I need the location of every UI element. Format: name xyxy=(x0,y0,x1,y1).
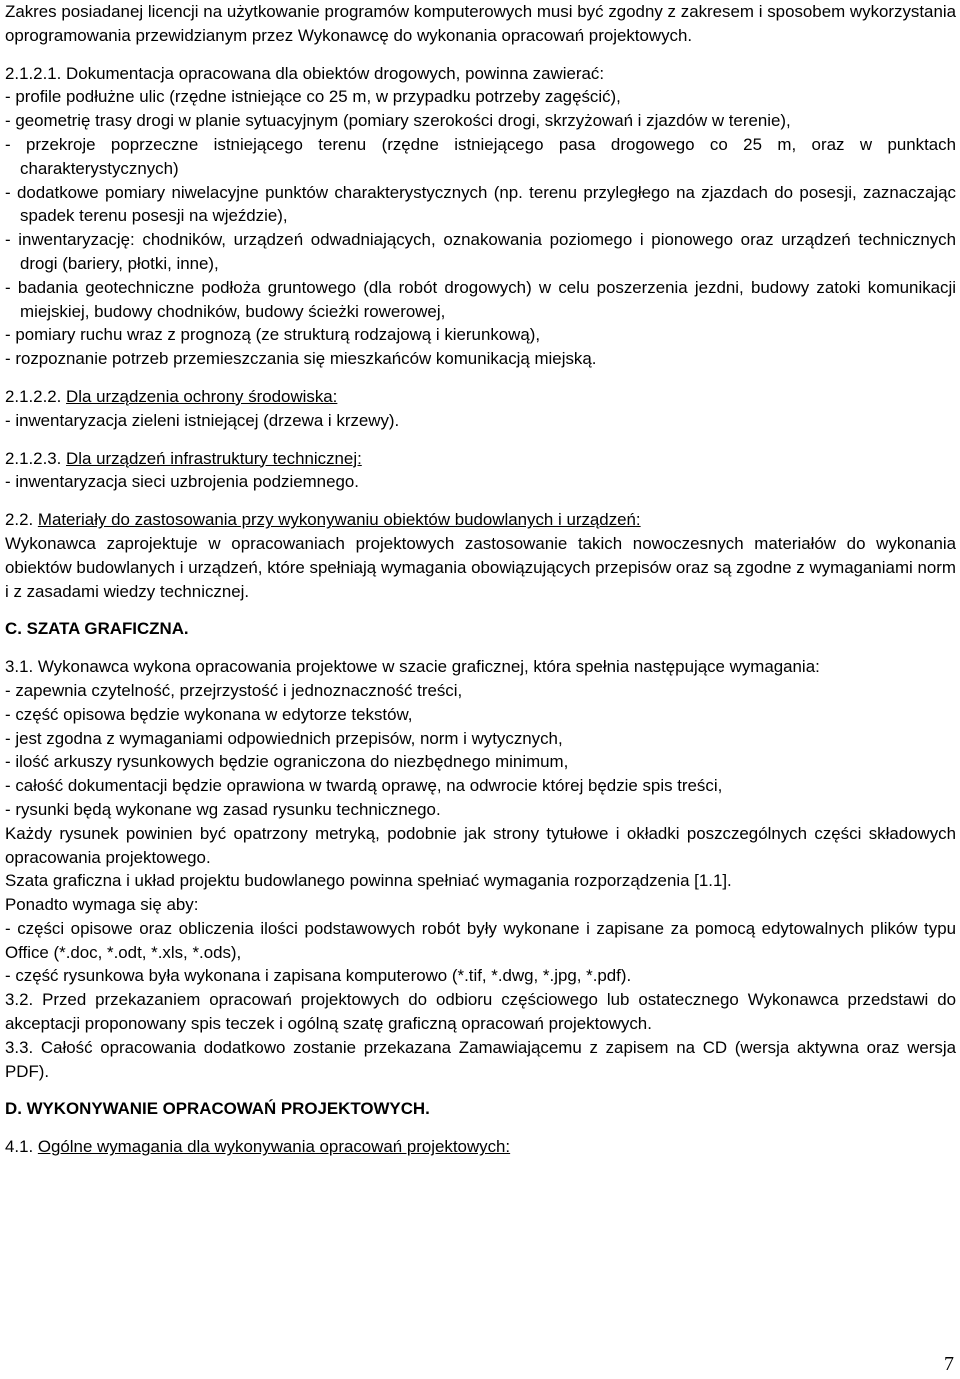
section-2-1-2-3-heading xyxy=(5,447,956,471)
section-number: 2.1.2.3. xyxy=(5,448,67,468)
list-item: - rozpoznanie potrzeb przemieszczania się mieszkańców komunikacją miejską. xyxy=(5,349,597,369)
paragraph: Każdy rysunek powinien być opatrzony metryką, podobnie jak strony tytułowe i okładki poszczególnych części składowych opracowania projektowego. xyxy=(5,823,956,867)
list-item: - jest zgodna z wymaganiami odpowiednich przepisów, norm i wytycznych, xyxy=(5,728,563,748)
section-2-2-heading xyxy=(5,508,956,532)
section-2-1-2-1-lead: 2.1.2.1. Dokumentacja opracowana dla obiektów drogowych, powinna zawierać: xyxy=(5,63,605,83)
section-title: Dla urządzenia ochrony środowiska: xyxy=(66,386,338,406)
intro-paragraph: Zakres posiadanej licencji na użytkowanie programów komputerowych musi być zgodny z zakresem i sposobem wykorzystania oprogramowania przewidzianym przez Wykonawcę do wykonania opracowań projektowych. xyxy=(5,2,956,45)
list-item: - geometrię trasy drogi w planie sytuacyjnym (pomiary szerokości drogi, skrzyżowań i zjazdów w terenie), xyxy=(5,111,791,131)
list-item: - inwentaryzacja zieleni istniejącej (drzewa i krzewy). xyxy=(5,410,400,430)
list-item: - rysunki będą wykonane wg zasad rysunku technicznego. xyxy=(5,799,441,819)
list-item: - części opisowe oraz obliczenia ilości podstawowych robót były wykonane i zapisane za pomocą edytowalnych plików typu Office (*.doc, *.odt, *.xls, *.ods), xyxy=(5,918,956,962)
section-3-3: 3.3. Całość opracowania dodatkowo zostanie przekazana Zamawiającemu z zapisem na CD (wersja aktywna oraz wersja PDF). xyxy=(5,1037,956,1081)
page-number: 7 xyxy=(944,1353,954,1375)
list-item: - badania geotechniczne podłoża gruntowego (dla robót drogowych) w celu poszerzenia jezdni, budowy zatoki komunikacji miejskiej, budowy chodników, budowy ścieżki rowerowej, xyxy=(5,277,956,321)
heading-c: C. SZATA GRAFICZNA. xyxy=(5,619,189,639)
section-3-1-lead: 3.1. Wykonawca wykona opracowania projektowe w szacie graficznej, która spełnia następujące wymagania: xyxy=(5,657,820,677)
section-2-1-2-2-heading xyxy=(5,385,956,409)
list-item: - całość dokumentacji będzie oprawiona w twardą oprawę, na odwrocie której będzie spis treści, xyxy=(5,776,723,796)
section-title: Materiały do zastosowania przy wykonywaniu obiektów budowlanych i urządzeń: xyxy=(37,510,641,530)
section-number: 2.2. xyxy=(5,510,38,530)
section-number: 2.1.2.2. xyxy=(5,386,67,406)
list-item: - część opisowa będzie wykonana w edytorze tekstów, xyxy=(5,704,413,724)
paragraph: Ponadto wymaga się aby: xyxy=(5,895,199,915)
list-item: - zapewnia czytelność, przejrzystość i jednoznaczność treści, xyxy=(5,680,463,700)
list-item: - ilość arkuszy rysunkowych będzie ograniczona do niezbędnego minimum, xyxy=(5,752,569,772)
section-title: Ogólne wymagania dla wykonywania opracowań projektowych: xyxy=(37,1137,511,1157)
heading-d: D. WYKONYWANIE OPRACOWAŃ PROJEKTOWYCH. xyxy=(5,1099,430,1119)
list-item: - profile podłużne ulic (rzędne istniejące co 25 m, w przypadku potrzeby zagęścić), xyxy=(5,87,621,107)
section-number: 4.1. xyxy=(5,1137,38,1157)
list-item: - inwentaryzację: chodników, urządzeń odwadniających, oznakowania poziomego i pionowego oraz urządzeń technicznych drogi (bariery, płotki, inne), xyxy=(5,230,956,273)
list-item: - inwentaryzacja sieci uzbrojenia podziemnego. xyxy=(5,472,359,492)
list-item: - część rysunkowa była wykonana i zapisana komputerowo (*.tif, *.dwg, *.jpg, *.pdf). xyxy=(5,966,632,986)
section-title: Dla urządzeń infrastruktury technicznej: xyxy=(66,448,362,468)
document-page xyxy=(5,0,956,1159)
section-4-1-heading xyxy=(5,1135,956,1159)
section-2-2-body: Wykonawca zaprojektuje w opracowaniach projektowych zastosowanie takich nowoczesnych materiałów do wykonania obiektów budowlanych i urządzeń, które spełniają wymagania obowiązujących przepisów oraz są zgodne z wymaganiami norm i z zasadami wiedzy technicznej. xyxy=(5,533,956,601)
list-item: - dodatkowe pomiary niwelacyjne punktów charakterystycznych (np. terenu przyległego na zjazdach do posesji, zaznaczając spadek terenu posesji na wjeździe), xyxy=(5,182,956,226)
paragraph: Szata graficzna i układ projektu budowlanego powinna spełniać wymagania rozporządzenia [1.1]. xyxy=(5,871,732,891)
section-3-2: 3.2. Przed przekazaniem opracowań projektowych do odbioru częściowego lub ostatecznego Wykonawca przedstawi do akceptacji proponowany spis teczek i ogólną szatę graficzną opracowań projektowych. xyxy=(5,990,956,1034)
list-item: - pomiary ruchu wraz z prognozą (ze strukturą rodzajową i kierunkową), xyxy=(5,325,541,345)
list-item: - przekroje poprzeczne istniejącego terenu (rzędne istniejącego pasa drogowego co 25 m, oraz w punktach charakterystycznych) xyxy=(5,134,956,178)
